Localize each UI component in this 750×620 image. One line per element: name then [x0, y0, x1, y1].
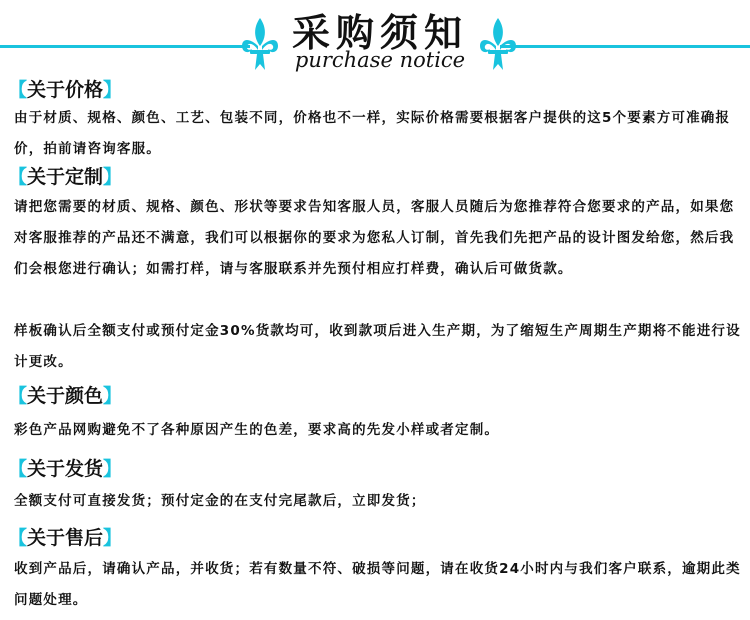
header-rule-left [0, 45, 250, 48]
section-paragraph: 由于材质、规格、颜色、工艺、包装不同，价格也不一样，实际价格需要根据客户提供的这5个要素方可准确报价，拍前请咨询客服。 [14, 110, 731, 157]
section-paragraph: 收到产品后，请确认产品，并收货；若有数量不符、破损等问题，请在收货24小时内与我们客户联系，逾期此类问题处理。 [14, 561, 741, 608]
section-paragraph: 彩色产品网购避免不了各种原因产生的色差，要求高的先发小样或者定制。 [14, 422, 500, 438]
section-title: 【关于颜色】 [8, 385, 123, 407]
section-paragraph: 请把您需要的材质、规格、颜色、形状等要求告知客服人员，客服人员随后为您推荐符合您要求的产品，如果您对客服推荐的产品还不满意，我们可以根据你的要求为您私人订制，首先我们先把产品的设计图发给您，然后我们会根您进行确认；如需打样，请与客服联系并先预付相应打样费，确认后可做货款。 [14, 199, 735, 277]
header-rule-right [500, 45, 750, 48]
section-title: 【关于价格】 [8, 79, 123, 101]
fleur-de-lis-icon [478, 16, 518, 72]
section-title: 【关于售后】 [8, 527, 123, 549]
section-paragraph: 全额支付可直接发货；预付定金的在支付完尾款后，立即发货； [14, 493, 426, 509]
section-paragraph: 样板确认后全额支付或预付定金30%货款均可，收到款项后进入生产期，为了缩短生产周期生产期将不能进行设计更改。 [14, 323, 741, 370]
section-title: 【关于定制】 [8, 166, 123, 188]
section-title: 【关于发货】 [8, 458, 123, 480]
fleur-de-lis-icon [240, 16, 280, 72]
notice-header [0, 0, 750, 80]
page-title: 采购须知 [291, 10, 468, 55]
page-subtitle: purchase notice [294, 48, 466, 72]
